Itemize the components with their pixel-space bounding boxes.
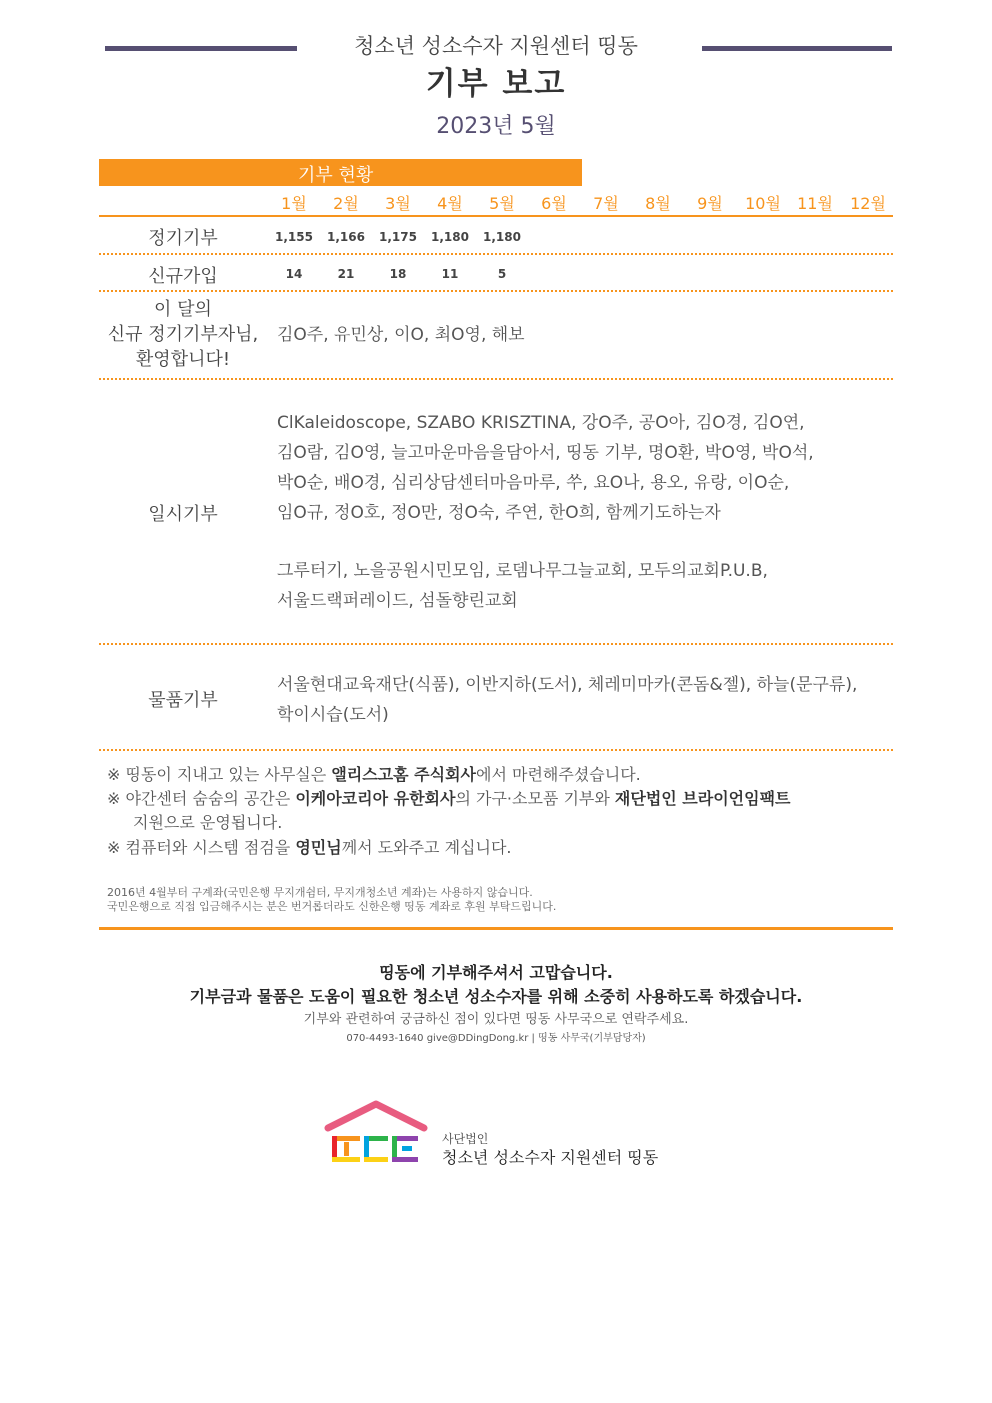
goods-line: 학이시습(도서) (277, 705, 389, 725)
regular-value: 1,175 (379, 230, 417, 244)
onetime-line: 김O람, 김O영, 늘고마운마음을담아서, 띵동 기부, 명O환, 박O영, 박O석, (277, 443, 814, 463)
section-title: 기부 현황 (298, 165, 374, 186)
note-office: ※ 띵동이 지내고 있는 사무실은 앨리스고홈 주식회사에서 마련해주셨습니다. (107, 765, 641, 784)
row-label-welcome (99, 297, 267, 372)
row-divider (99, 253, 893, 255)
contact-info: 070-4493-1640 give@DDingDong.kr | 띵동 사무국(기부담당자) (346, 1033, 646, 1044)
house-logo-icon (322, 1098, 432, 1168)
logo-org-name: 청소년 성소수자 지원센터 띵동 (442, 1148, 659, 1167)
regular-value: 1,180 (431, 230, 469, 244)
month-header: 7월 (593, 194, 619, 213)
row-divider (99, 749, 893, 751)
account-notice-1: 2016년 4월부터 구계좌(국민은행 무지개쉼터, 무지개청소년 계좌)는 사용하지 않습니다. (107, 886, 533, 899)
month-header: 3월 (385, 194, 411, 213)
row-label-goods: 물품기부 (148, 690, 218, 711)
month-header: 4월 (437, 194, 463, 213)
onetime-line: 그루터기, 노을공원시민모임, 로뎀나무그늘교회, 모두의교회P.U.B, (277, 561, 768, 581)
note-night-center-cont: 지원으로 운영됩니다. (133, 813, 283, 832)
month-header: 9월 (697, 194, 723, 213)
note-night-center: ※ 야간센터 숨숨의 공간은 이케아코리아 유한회사의 가구·소모품 기부와 재단법인 브라이언임팩트 (107, 789, 791, 808)
onetime-donor-list (277, 408, 887, 616)
signup-value: 11 (441, 267, 459, 281)
onetime-line: ClKaleidoscope, SZABO KRISZTINA, 강O주, 공O아, 김O경, 김O연, (277, 413, 805, 433)
row-label-new-signups: 신규가입 (148, 266, 218, 287)
contact-message: 기부와 관련하여 궁금하신 점이 있다면 띵동 사무국으로 연락주세요. (303, 1012, 689, 1027)
regular-value: 1,155 (275, 230, 313, 244)
goods-line: 서울현대교육재단(식품), 이반지하(도서), 체레미마카(콘돔&젤), 하늘(문구류), (277, 675, 858, 695)
row-divider (99, 378, 893, 380)
thanks-line-1: 띵동에 기부해주셔서 고맙습니다. (379, 963, 613, 982)
month-header: 1월 (281, 194, 307, 213)
note-computer: ※ 컴퓨터와 시스템 점검을 영민님께서 도와주고 계십니다. (107, 838, 512, 857)
new-donor-names: 김O주, 유민상, 이O, 최O영, 해보 (277, 325, 525, 345)
regular-value: 1,166 (327, 230, 365, 244)
page-title: 기부 보고 (425, 66, 567, 102)
onetime-line: 서울드랙퍼레이드, 섬돌향린교회 (277, 591, 518, 611)
onetime-line: 임O규, 정O호, 정O만, 정O숙, 주연, 한O희, 함께기도하는자 (277, 503, 721, 523)
report-date: 2023년 5월 (436, 114, 556, 139)
org-name: 청소년 성소수자 지원센터 띵동 (354, 34, 638, 58)
logo-subtitle: 사단법인 (442, 1132, 489, 1146)
welcome-label-line: 환영합니다! (135, 349, 231, 370)
signup-value: 14 (285, 267, 303, 281)
month-header: 5월 (489, 194, 515, 213)
month-header: 11월 (797, 194, 833, 213)
row-divider (99, 643, 893, 645)
regular-value: 1,180 (483, 230, 521, 244)
thanks-line-2: 기부금과 물품은 도움이 필요한 청소년 성소수자를 위해 소중히 사용하도록 하겠습니다. (189, 987, 803, 1006)
footer-divider (99, 927, 893, 930)
month-header: 2월 (333, 194, 359, 213)
month-header: 6월 (541, 194, 567, 213)
row-label-onetime: 일시기부 (148, 504, 218, 525)
row-label-regular: 정기기부 (148, 228, 218, 249)
goods-donor-list (277, 670, 887, 730)
month-header: 8월 (645, 194, 671, 213)
row-divider (99, 290, 893, 292)
welcome-label-line: 신규 정기기부자님, (107, 324, 259, 345)
signup-value: 21 (337, 267, 355, 281)
table-header-divider (99, 215, 893, 217)
signup-value: 5 (497, 267, 507, 281)
signup-value: 18 (389, 267, 407, 281)
month-header: 12월 (850, 194, 886, 213)
onetime-line: 박O순, 배O경, 심리상담센터마음마루, 쑤, 요O나, 용오, 유랑, 이O순, (277, 473, 790, 493)
ddingdong-logo (322, 1098, 432, 1168)
account-notice-2: 국민은행으로 직접 입금해주시는 분은 번거롭더라도 신한은행 띵동 계좌로 후원 부탁드립니다. (107, 900, 557, 913)
month-header: 10월 (745, 194, 781, 213)
welcome-label-line: 이 달의 (154, 299, 212, 320)
